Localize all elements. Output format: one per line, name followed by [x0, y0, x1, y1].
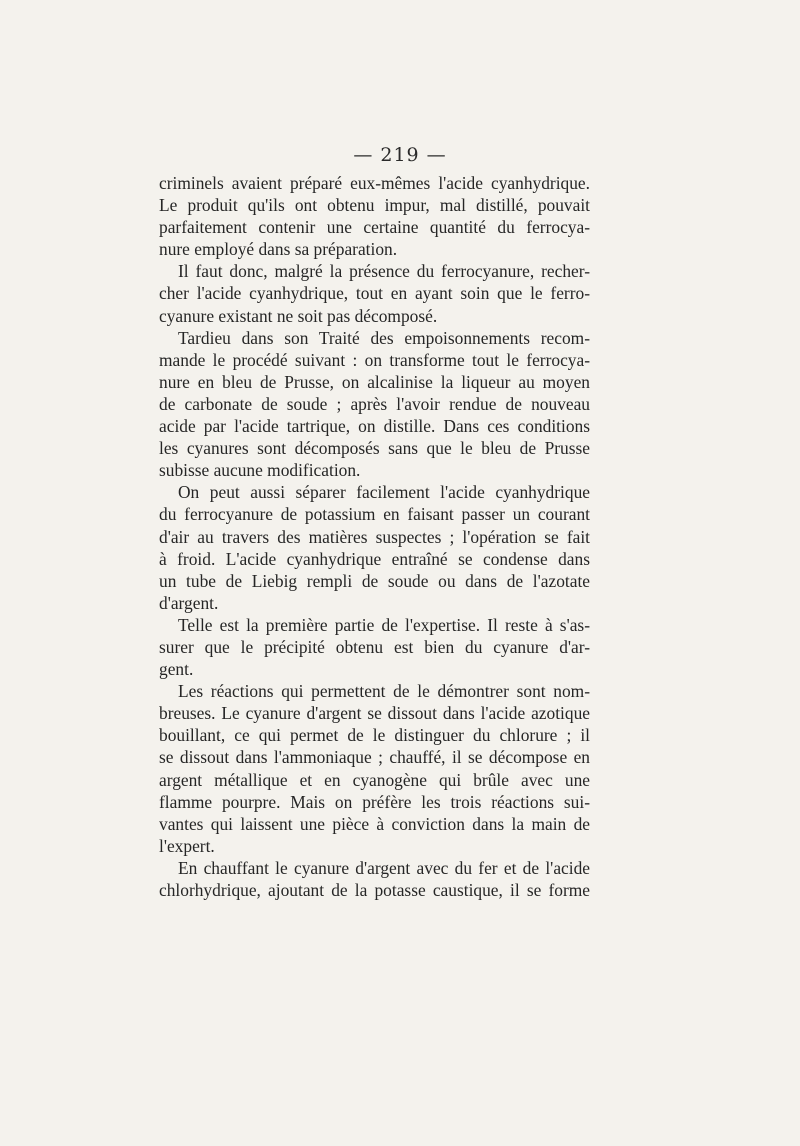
text-line: flamme pourpre. Mais on préfère les trois réactions sui-: [159, 791, 590, 812]
text-line: bouillant, ce qui permet de le distinguer du chlorure ; il: [159, 725, 590, 746]
text-line: Telle est la première partie de l'expertise. Il reste à s'as-: [178, 614, 590, 635]
text-line: cher l'acide cyanhydrique, tout en ayant soin que le ferro-: [159, 283, 590, 304]
paragraph: [140, 481, 590, 614]
text-line: On peut aussi séparer facilement l'acide cyanhydrique: [178, 482, 590, 503]
text-line: surer que le précipité obtenu est bien du cyanure d'ar-: [159, 636, 590, 657]
text-line: acide par l'acide tartrique, on distille. Dans ces conditions: [159, 416, 590, 437]
text-line: parfaitement contenir une certaine quantité du ferrocya-: [159, 217, 590, 238]
text-line: argent métallique et en cyanogène qui brûle avec une: [159, 769, 590, 790]
paragraph: [140, 327, 590, 482]
text-line: Il faut donc, malgré la présence du ferrocyanure, recher-: [178, 261, 590, 282]
text-line: Le produit qu'ils ont obtenu impur, mal distillé, pouvait: [159, 195, 590, 216]
text-line: mande le procédé suivant : on transforme tout le ferrocya-: [159, 349, 590, 370]
text-line: cyanure existant ne soit pas décomposé.: [159, 305, 438, 326]
text-line: chlorhydrique, ajoutant de la potasse caustique, il se forme: [159, 880, 590, 900]
text-line: Tardieu dans son Traité des empoisonnements recom-: [178, 327, 590, 348]
text-line: criminels avaient préparé eux-mêmes l'acide cyanhydrique.: [159, 173, 590, 193]
text-line: les cyanures sont décomposés sans que le bleu de Prusse: [159, 438, 590, 459]
text-line: En chauffant le cyanure d'argent avec du fer et de l'acide: [178, 857, 590, 878]
text-line: l'expert.: [159, 835, 215, 856]
text-line: vantes qui laissent une pièce à conviction dans la main de: [159, 813, 590, 834]
paragraph: [140, 857, 590, 901]
text-line: subisse aucune modification.: [159, 460, 361, 481]
text-line: un tube de Liebig rempli de soude ou dans de l'azotate: [159, 570, 590, 591]
text-line: gent.: [159, 659, 194, 680]
paragraph: [140, 680, 590, 857]
paragraph: [140, 614, 590, 680]
text-line: de carbonate de soude ; après l'avoir rendue de nouveau: [159, 393, 590, 414]
text-line: breuses. Le cyanure d'argent se dissout dans l'acide azotique: [159, 703, 590, 724]
text-line: d'air au travers des matières suspectes ; l'opération se fait: [159, 526, 590, 547]
paragraph: [140, 260, 590, 326]
text-line: à froid. L'acide cyanhydrique entraîné se condense dans: [159, 548, 590, 569]
text-line: nure employé dans sa préparation.: [159, 239, 398, 260]
body-text: [140, 172, 590, 901]
text-line: d'argent.: [159, 592, 219, 613]
text-line: du ferrocyanure de potassium en faisant passer un courant: [159, 504, 590, 525]
paragraph: [140, 172, 590, 260]
text-line: se dissout dans l'ammoniaque ; chauffé, il se décompose en: [159, 747, 590, 768]
text-line: Les réactions qui permettent de le démontrer sont nom-: [178, 681, 590, 702]
text-line: nure en bleu de Prusse, on alcalinise la liqueur au moyen: [159, 371, 590, 392]
page-number: — 219 —: [353, 144, 447, 166]
